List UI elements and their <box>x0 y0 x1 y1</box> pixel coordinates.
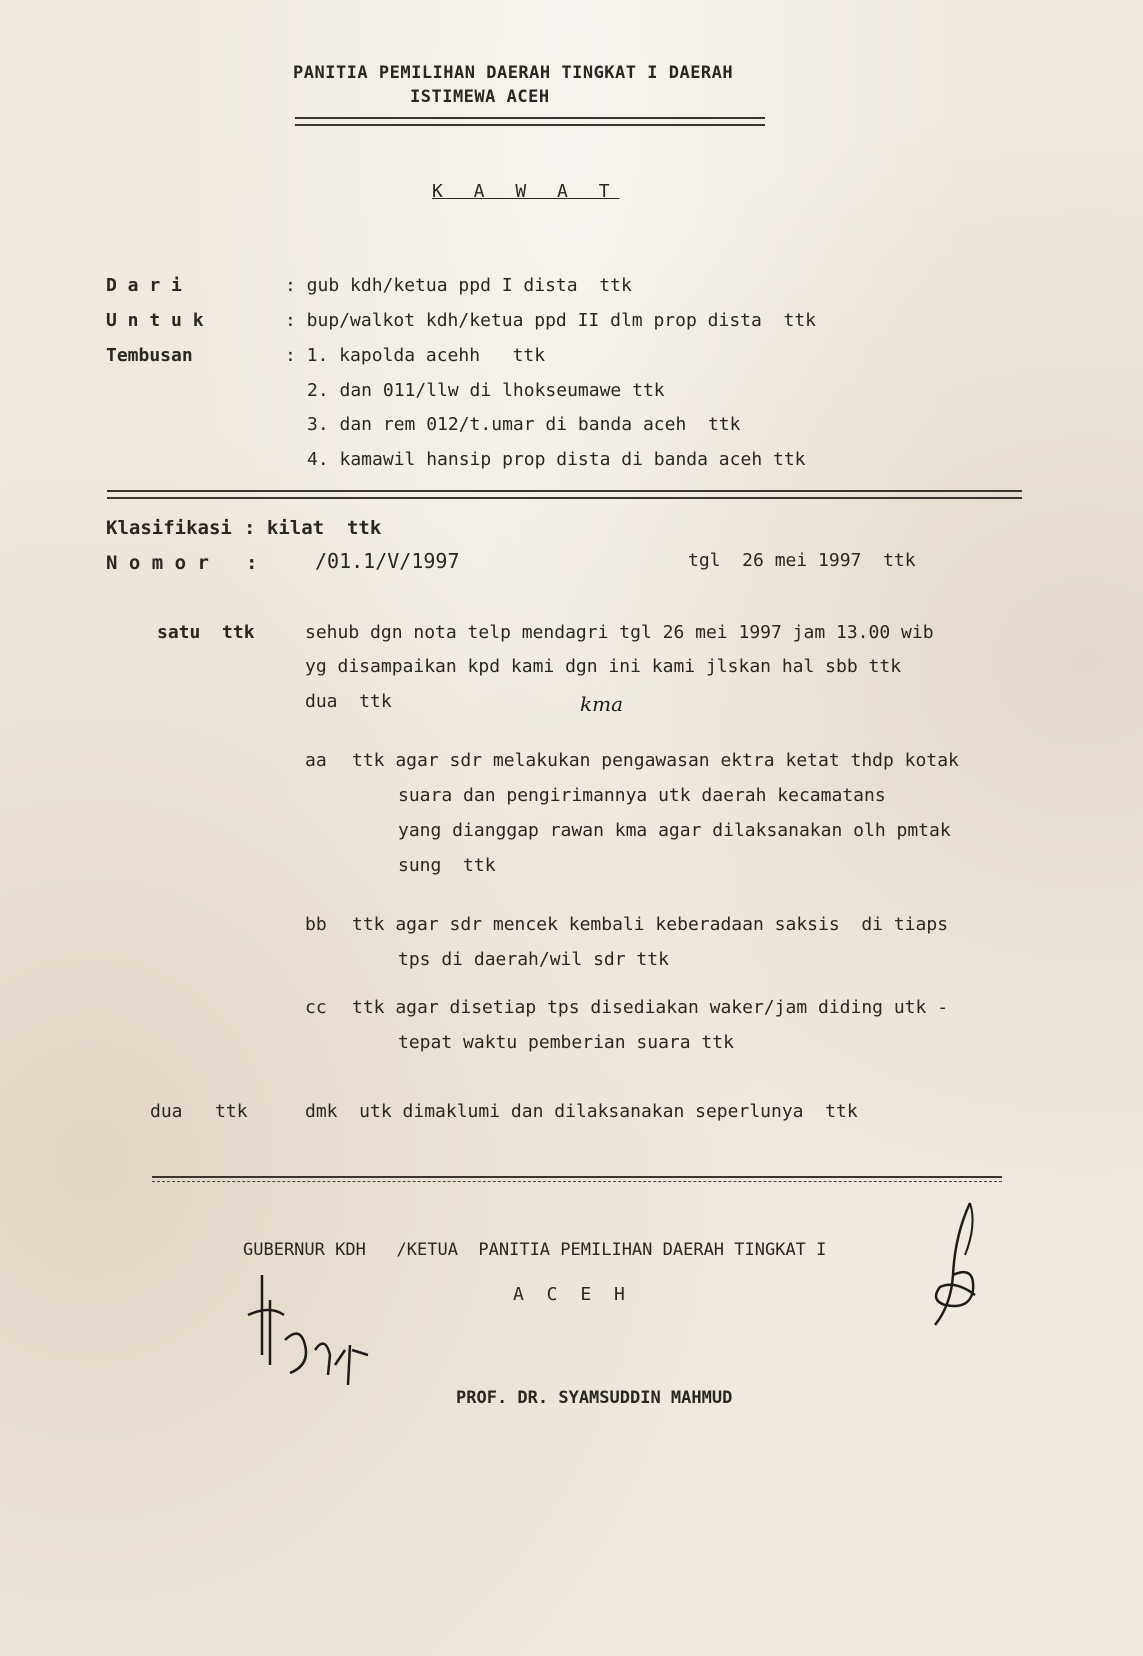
dua-label: dua ttk <box>150 1101 248 1122</box>
tembusan-item-4: 4. kamawil hansip prop dista di banda aceh ttk <box>307 449 806 470</box>
handwritten-initials <box>240 1255 390 1395</box>
document-title: K A W A T <box>432 181 620 202</box>
satu-label: satu ttk <box>157 622 255 643</box>
header-line-1: PANITIA PEMILIHAN DAERAH TINGKAT I DAERAH <box>293 63 734 83</box>
tembusan-item-2: 2. dan 011/llw di lhokseumawe ttk <box>307 380 665 401</box>
dari-label: D a r i <box>106 275 182 296</box>
signature-mark <box>915 1195 995 1335</box>
dua-line: dmk utk dimaklumi dan dilaksanakan seperlunya ttk <box>305 1101 858 1122</box>
document-date: tgl 26 mei 1997 ttk <box>688 550 916 571</box>
untuk-label: U n t u k <box>106 310 204 331</box>
aa-line-4: sung ttk <box>398 855 496 876</box>
tembusan-item-3: 3. dan rem 012/t.umar di banda aceh ttk <box>307 414 741 435</box>
klasifikasi-label: Klasifikasi <box>106 517 232 539</box>
bb-line-1: ttk agar sdr mencek kembali keberadaan saksis di tiaps <box>352 914 949 935</box>
cc-line-1: ttk agar disetiap tps disediakan waker/jam diding utk - <box>352 997 949 1018</box>
footer-rule <box>152 1176 1002 1182</box>
klasifikasi-value: : kilat ttk <box>244 517 382 539</box>
satu-line-3: dua ttk <box>305 691 392 712</box>
addressing-rule <box>107 490 1022 499</box>
cc-line-2: tepat waktu pemberian suara ttk <box>398 1032 734 1053</box>
header-line-2: ISTIMEWA ACEH <box>410 87 550 107</box>
bb-line-2: tps di daerah/wil sdr ttk <box>398 949 669 970</box>
nomor-separator: : <box>246 552 258 574</box>
aa-line-1: ttk agar sdr melakukan pengawasan ektra ketat thdp kotak <box>352 750 959 771</box>
untuk-value: : bup/walkot kdh/ketua ppd II dlm prop dista ttk <box>285 310 817 331</box>
cc-label: cc <box>305 997 327 1018</box>
nomor-label: N o m o r <box>106 552 209 574</box>
signatory-name: PROF. DR. SYAMSUDDIN MAHMUD <box>456 1388 733 1408</box>
bb-label: bb <box>305 914 327 935</box>
tembusan-label: Tembusan <box>106 345 193 366</box>
signatory-region: A C E H <box>513 1284 631 1305</box>
aa-label: aa <box>305 750 327 771</box>
satu-line-1: sehub dgn nota telp mendagri tgl 26 mei 1997 jam 13.00 wib <box>305 622 934 643</box>
header-rule <box>295 117 765 126</box>
satu-line-2: yg disampaikan kpd kami dgn ini kami jlskan hal sbb ttk <box>305 656 902 677</box>
aa-line-3: yang dianggap rawan kma agar dilaksanakan olh pmtak <box>398 820 951 841</box>
aa-line-2: suara dan pengirimannya utk daerah kecamatans <box>398 785 886 806</box>
dari-value: : gub kdh/ketua ppd I dista ttk <box>285 275 632 296</box>
signatory-title: GUBERNUR KDH /KETUA PANITIA PEMILIHAN DAERAH TINGKAT I <box>243 1240 827 1260</box>
handwritten-kma: kma <box>580 692 624 716</box>
tembusan-item-1: : 1. kapolda acehh ttk <box>285 345 546 366</box>
nomor-value: /01.1/V/1997 <box>315 549 460 573</box>
